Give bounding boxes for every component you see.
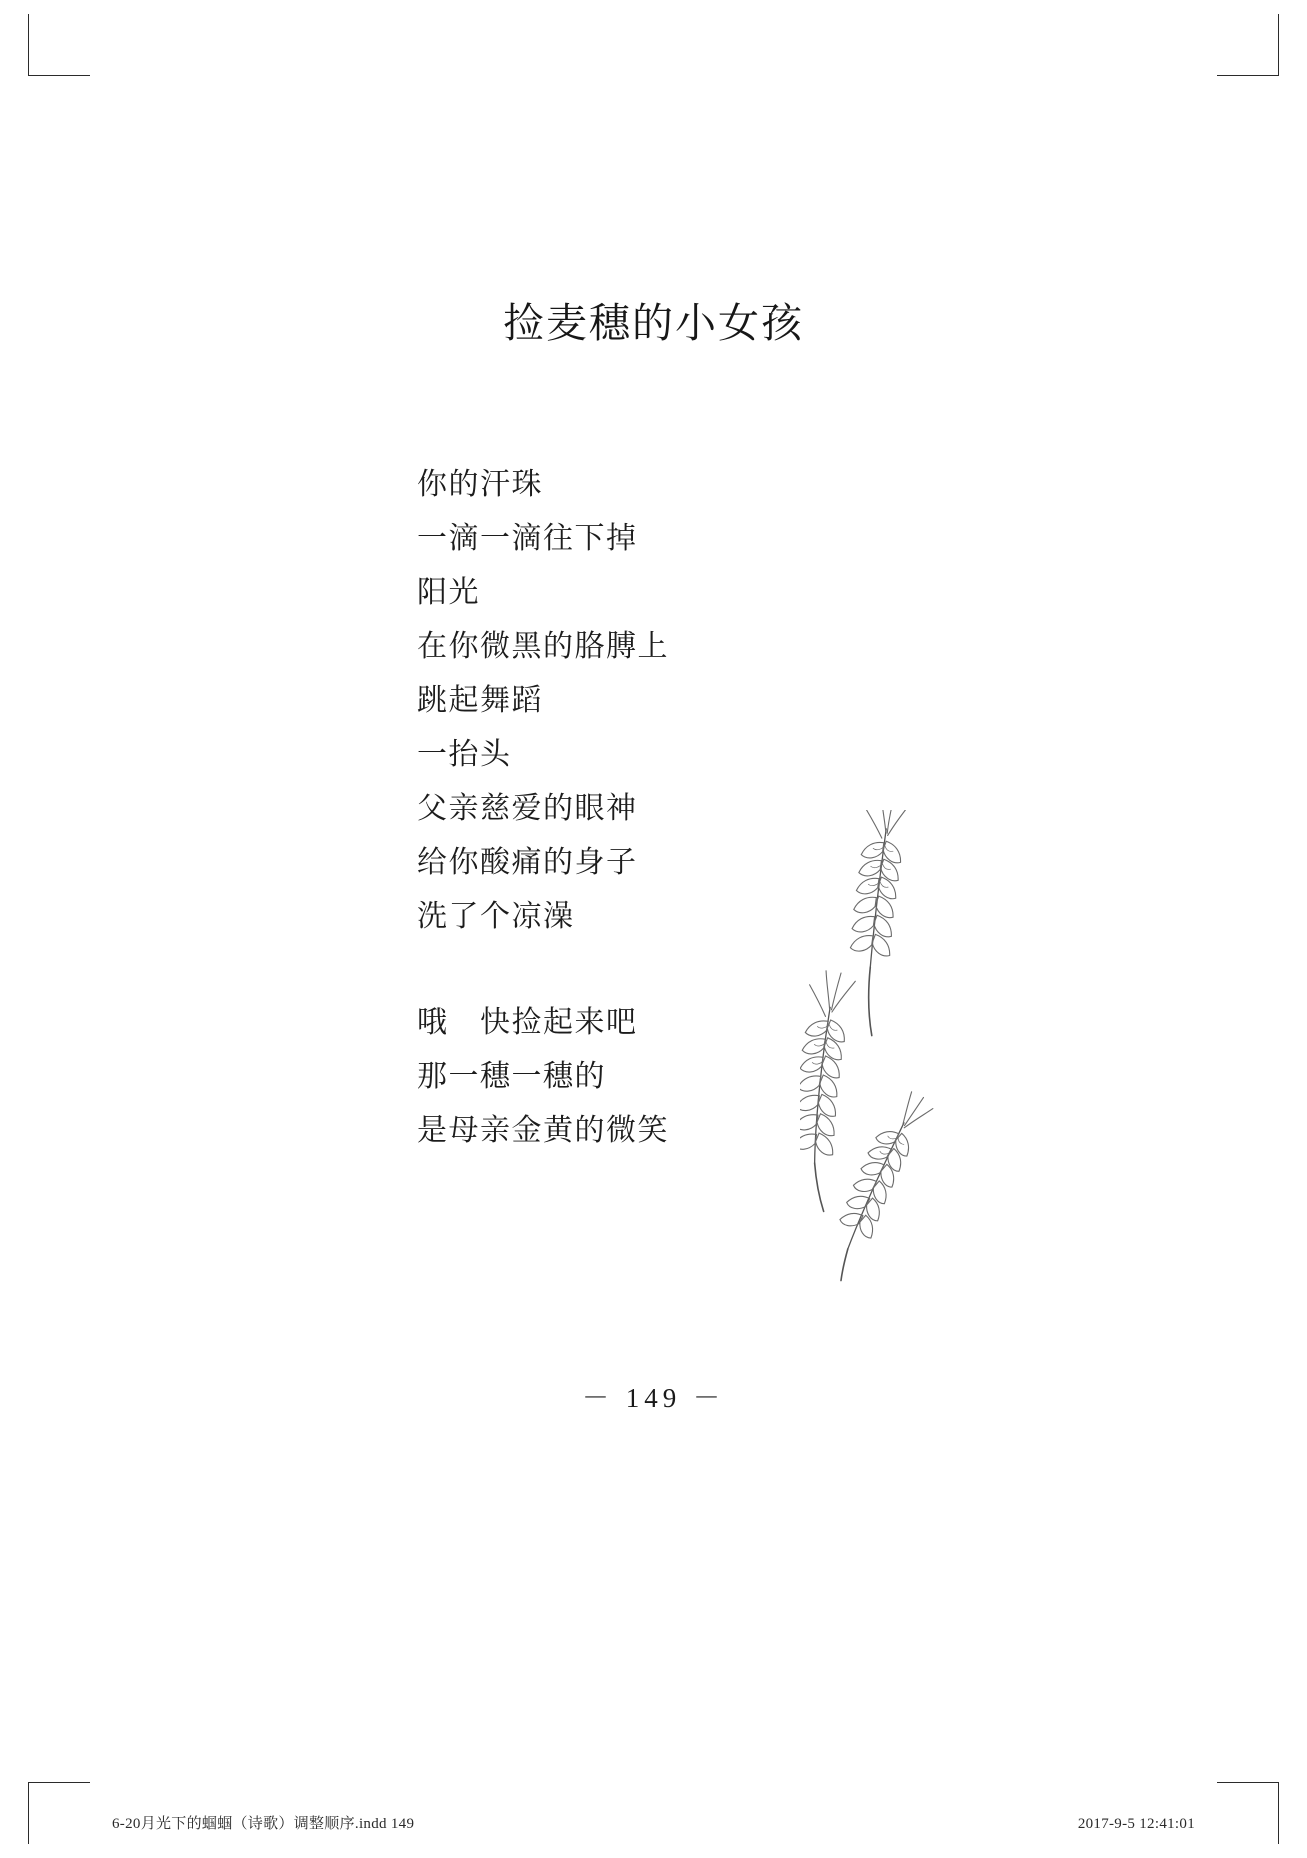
poem-line: 在你微黑的胳膊上: [417, 630, 669, 663]
footer-file-slug: 6-20月光下的蝈蝈（诗歌）调整顺序.indd 149: [112, 1816, 415, 1832]
poem-line: 是母亲金黄的微笑: [417, 1114, 669, 1147]
poem-line: 一滴一滴往下掉: [417, 522, 638, 555]
page-number: － 149 －: [582, 1383, 725, 1413]
poem-line: 给你酸痛的身子: [417, 846, 638, 879]
poem-line: 你的汗珠: [417, 468, 543, 501]
poem-line: 那一穗一穗的: [417, 1060, 606, 1093]
poem-line: 洗了个凉澡: [417, 900, 575, 933]
page-title: 捡麦穗的小女孩: [503, 299, 804, 347]
poem-line: 跳起舞蹈: [417, 684, 543, 717]
poem-line: 一抬头: [417, 738, 512, 771]
footer-timestamp: 2017-9-5 12:41:01: [1077, 1816, 1195, 1832]
poem-line: 父亲慈爱的眼神: [417, 792, 638, 825]
poem-line: 阳光: [417, 576, 480, 609]
poem-line: 哦 快捡起来吧: [417, 1006, 638, 1039]
wheat-ears-illustration: [800, 810, 1020, 1310]
